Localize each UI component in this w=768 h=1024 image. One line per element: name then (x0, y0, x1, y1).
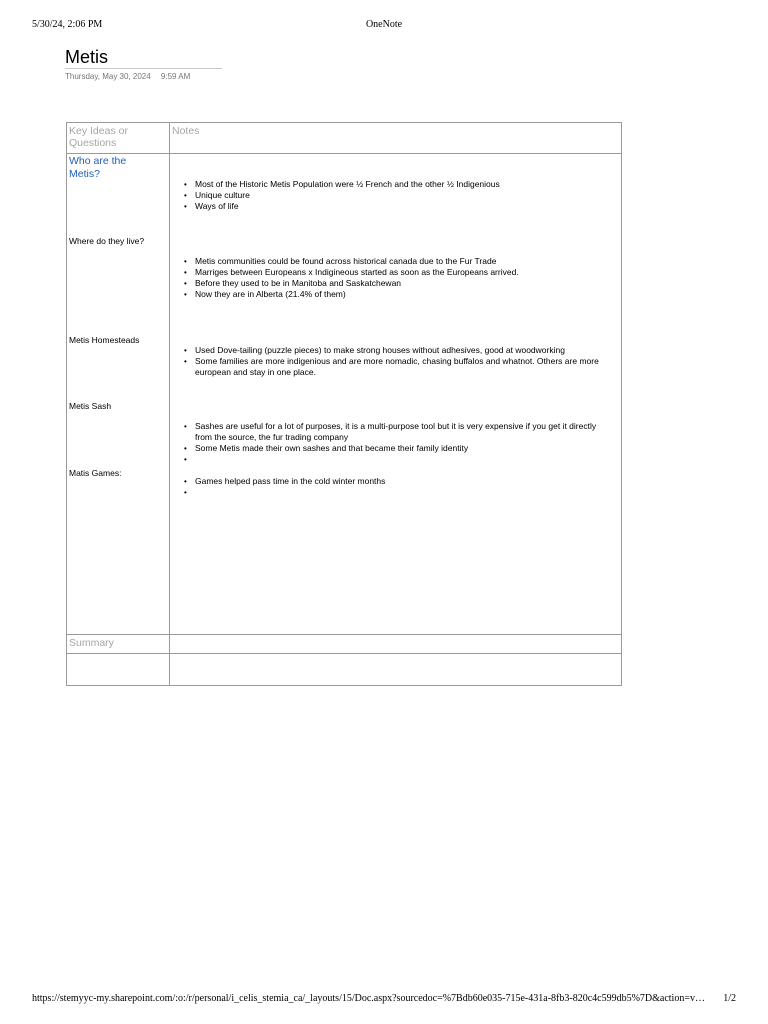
note-item: • Now they are in Alberta (21.4% of them) (195, 289, 611, 300)
note-item: • Games helped pass time in the cold winter months (195, 476, 611, 487)
question-sash: Metis Sash (69, 401, 112, 411)
questions-cell[interactable] (67, 154, 170, 635)
note-item: • Some Metis made their own sashes and that became their family identity (195, 443, 611, 454)
print-url: https://stemyyc-my.sharepoint.com/:o:/r/personal/i_celis_stemia_ca/_layouts/15/Doc.aspx?sourcedoc=%7Bdb60e035-715e-431a-8fb3-820c4c599db5%7D&action=v… (32, 993, 705, 1004)
print-page-number: 1/2 (723, 993, 736, 1004)
title-underline (65, 68, 222, 69)
note-item (195, 454, 611, 465)
print-header (32, 19, 736, 33)
note-item: • Some families are more indigenious and are more nomadic, chasing buffalos and whatnot. Others are more european and stay in one place. (195, 356, 611, 378)
notes-list-games (184, 476, 611, 498)
note-item: • Metis communities could be found across historical canada due to the Fur Trade (195, 256, 611, 267)
note-item (195, 487, 611, 498)
note-item: • Marriges between Europeans x Indigineous started as soon as the Europeans arrived. (195, 267, 611, 278)
page-time: 9:59 AM (160, 72, 191, 81)
notes-list-where (184, 256, 611, 300)
page-timestamp (65, 72, 190, 81)
page-title[interactable]: Metis (65, 47, 109, 67)
print-footer (32, 993, 736, 1007)
cornell-notes-table (66, 122, 622, 686)
notes-list-homesteads (184, 345, 611, 378)
notes-header: Notes (172, 125, 200, 137)
summary-text-cell[interactable] (170, 654, 622, 686)
question-where-live: Where do they live? (69, 236, 145, 246)
notes-header-cell[interactable] (170, 123, 622, 154)
summary-header-blank-cell[interactable] (170, 635, 622, 654)
print-app-name: OneNote (365, 19, 403, 30)
key-ideas-header-cell[interactable] (67, 123, 170, 154)
summary-header-cell[interactable] (67, 635, 170, 654)
summary-header: Summary (69, 637, 114, 649)
note-item: • Ways of life (195, 201, 611, 212)
print-datetime: 5/30/24, 2:06 PM (32, 19, 103, 30)
notes-list-sash (184, 421, 611, 465)
question-games: Matis Games: (69, 468, 122, 478)
summary-left-cell[interactable] (67, 654, 170, 686)
key-ideas-header: Key Ideas or Questions (69, 125, 128, 149)
notes-cell[interactable] (170, 154, 622, 635)
note-item: • Before they used to be in Manitoba and Saskatchewan (195, 278, 611, 289)
note-item: • Most of the Historic Metis Population were ½ French and the other ½ Indigenious (195, 179, 611, 190)
note-item: • Used Dove-tailing (puzzle pieces) to make strong houses without adhesives, good at woodworking (195, 345, 611, 356)
notes-list-who (184, 179, 611, 212)
note-item: • Unique culture (195, 190, 611, 201)
question-who-are-metis: Who are the Metis? (69, 155, 127, 180)
page-date: Thursday, May 30, 2024 (65, 72, 151, 81)
note-item: • Sashes are useful for a lot of purposes, it is a multi-purpose tool but it is very expensive if you get it directly from the source, the fur trading company (195, 421, 611, 443)
question-homesteads: Metis Homesteads (69, 335, 140, 345)
